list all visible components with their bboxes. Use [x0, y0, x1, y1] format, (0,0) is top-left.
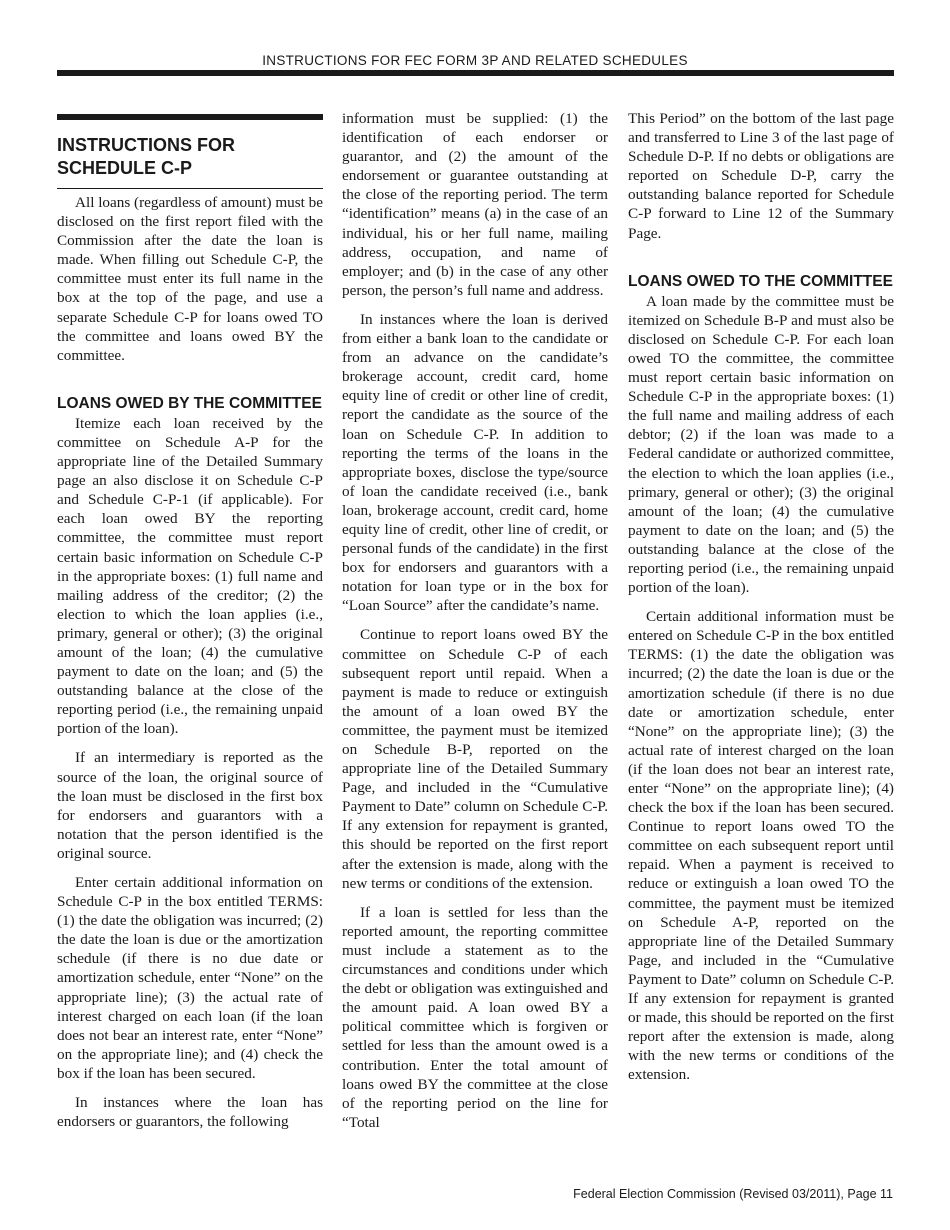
column-1 [57, 106, 323, 1131]
section-title-rule [57, 114, 323, 120]
column-2 [342, 109, 608, 1132]
paragraph: Itemize each loan received by the committee on Schedule A-P for the appropriate line of the Detailed Summary page an also disclose it on Schedule C-P and Schedule C-P-1 (if applicable). For each loan owed BY the reporting committee, the committee must report certain basic information on Schedule C-P in the appropriate boxes: (1) full name and mailing address of the creditor; (2) the election to which the loan applies (i.e., primary, general or other); (3) the original amount of the loan; (4) the cumulative payment to date on the loan; and (5) the outstanding balance at the close of the reporting period (i.e., the remaining unpaid portion of the loan). [57, 414, 323, 738]
paragraph: Certain additional information must be entered on Schedule C-P in the box entitled TERMS: (1) the date the obligation was incurred; (2) the date the loan is due or the amortization schedule (if there is no due date or amortization schedule, enter “None” on the appropriate line); (3) the actual rate of interest charged on the loan (if the loan does not bear an interest rate, enter “None” on the appropriate line); (4) check the box if the loan has been secured. Continue to report loans owed TO the committee on each subsequent report until repaid. When a payment is received to reduce or extinguish a loan owed TO the committee, the payment must be itemized on Schedule A-P, reported on the appropriate line of the Detailed Summary Page, and included in the “Cumulative Payment to Date” column on Schedule C-P. If any extension for repayment is granted or made, this should be reported on the first report after the extension is made, along with the new terms or conditions of the extension. [628, 608, 894, 1084]
heading-loans-owed-to: LOANS OWED TO THE COMMITTEE [628, 272, 893, 290]
paragraph: If an intermediary is reported as the source of the loan, the original source of the loan must be disclosed in the first box for endorsers and guarantors with a notation that the person identified is the original source. [57, 749, 323, 862]
intro-paragraph: All loans (regardless of amount) must be disclosed on the first report filed with the Commission after the date the loan is made. When filling out Schedule C-P, the committee must enter its full name in the box at the top of the page, and use a separate Schedule C-P for loans owed TO the committee and loans owed BY the committee. [57, 194, 324, 364]
heading-loans-owed-by: LOANS OWED BY THE COMMITTEE [57, 394, 322, 412]
paragraph: In instances where the loan is derived from either a bank loan to the candidate or from an advance on the candidate’s brokerage account, credit card, home equity line of credit or other line of credit, report the candidate as the source of the loan on Schedule C-P. In addition to reporting the terms of the loans in the appropriate boxes, disclose the type/source of loan the candidate received (i.e., bank loan, brokerage account, credit card, home equity line of credit, other line of credit, or personal funds of the candidate) in the first box for endorsers and guarantors with a notation for loan type or in the box for “Loan Source” after the candidate’s name. [342, 310, 608, 615]
paragraph: Continue to report loans owed BY the committee on Schedule C-P of each subsequent report until repaid. When a payment is made to reduce or extinguish the amount of a loan owed BY the committee, the payment must be itemized on Schedule B-P, reported on the appropriate line of the Detailed Summary Page, and included in the “Cumulative Payment to Date” column on Schedule C-P. If any extension for repayment is granted, this should be reported on the first report after the extension is made, along with the new terms or conditions of the extension. [342, 626, 608, 892]
paragraph: Enter certain additional information on Schedule C-P in the box entitled TERMS: (1) the date the obligation was incurred; (2) the date the loan is due or the amortization schedule (if there is no due date or amortization schedule, enter “None” on the appropriate line); (3) the actual rate of interest charged on each loan (if the loan does not bear an interest rate, enter “None” on the appropriate line); and (4) check the box if the loan has been secured. [57, 874, 323, 1082]
page-footer: Federal Election Commission (Revised 03/2011), Page 11 [573, 1187, 893, 1201]
paragraph: This Period” on the bottom of the last page and transferred to Line 3 of the last page of Schedule D-P. If no debts or obligations are reported on Schedule D-P, carry the outstanding balance reported for Schedule C-P forward to Line 12 of the Summary Page. [628, 110, 894, 242]
title-underline [57, 188, 323, 189]
section-title: INSTRUCTIONS FOR SCHEDULE C-P [57, 135, 235, 178]
paragraph: information must be supplied: (1) the identification of each endorser or guarantor, and (2) the amount of the endorsement or guarantee outstanding at the close of the reporting period. The term “identification” means (a) in the case of an individual, his or her full name, mailing address, occupation, and name of employer; and (b) in the case of any other person, the person’s full name and address. [342, 110, 608, 299]
running-header: INSTRUCTIONS FOR FEC FORM 3P AND RELATED SCHEDULES [262, 53, 688, 68]
header-rule [57, 70, 894, 76]
column-3 [628, 109, 894, 1085]
paragraph: A loan made by the committee must be itemized on Schedule B-P and must also be disclosed on Schedule C-P. For each loan owed TO the committee, the committee must report certain basic information on Schedule C-P in the appropriate boxes: (1) the full name and mailing address of each debtor; (2) if the loan was made to a Federal candidate or authorized committee, the election to which the loan applies (i.e., primary, general or other); (3) the original amount of the loan; (4) the cumulative payment to date on the loan; and (5) the outstanding balance at the close of the reporting period (i.e., the remaining unpaid portion of the loan). [628, 292, 894, 597]
paragraph: In instances where the loan has endorsers or guarantors, the following [57, 1094, 323, 1131]
paragraph: If a loan is settled for less than the reported amount, the reporting committee must include a statement as to the circumstances and conditions under which the debt or obligation was extinguished and the amount paid. A loan owed BY a political committee which is forgiven or settled for less than the amount owed is a contribution. Enter the total amount of loans owed BY the committee at the close of the reporting period on the line for “Total [342, 903, 608, 1131]
